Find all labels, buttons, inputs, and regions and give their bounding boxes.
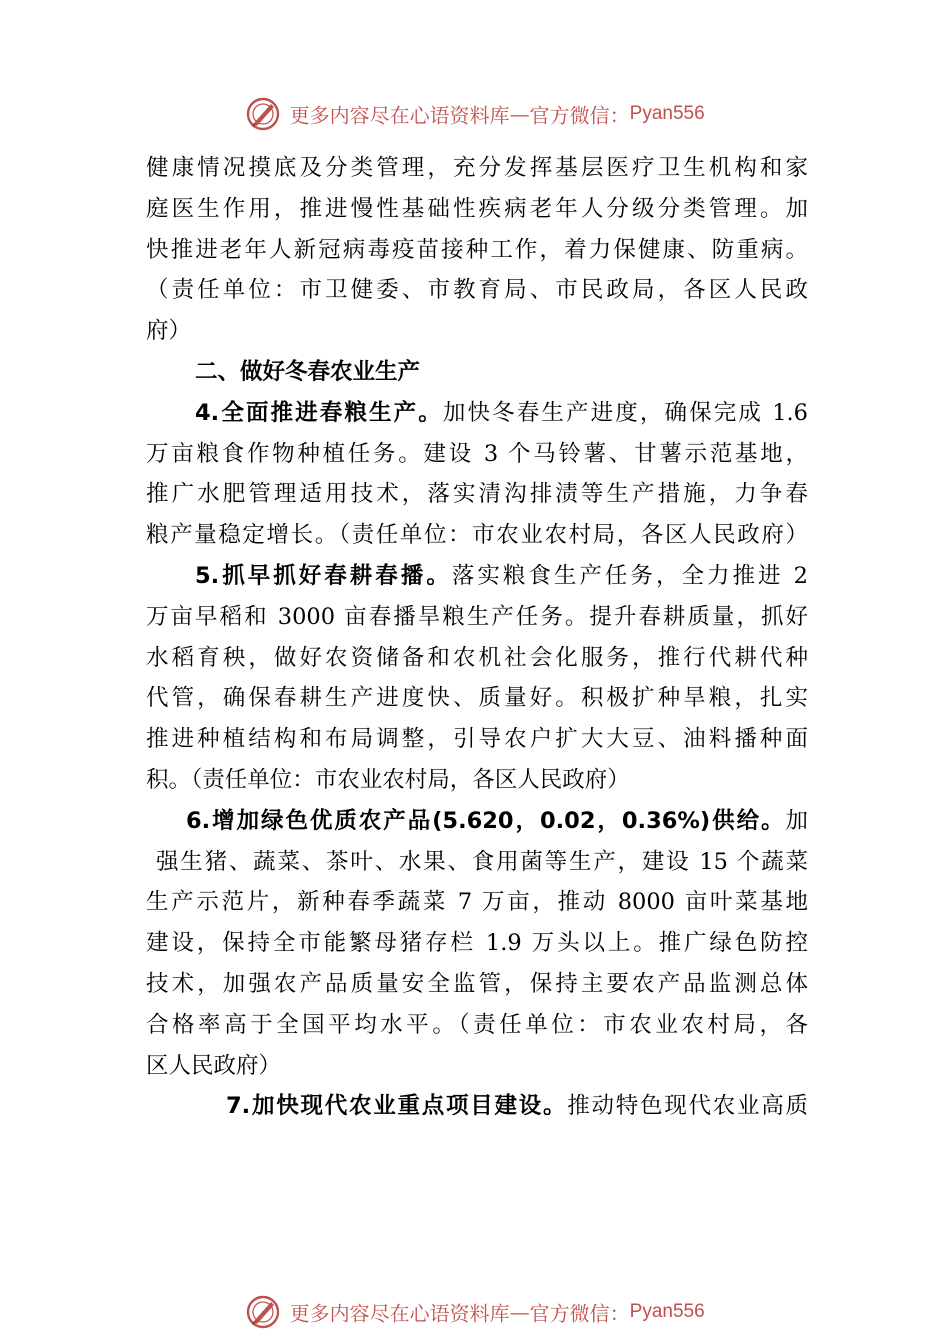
pen-seal-icon [245,96,281,132]
body-line: 水稻育秧，做好农资储备和农机社会化服务，推行代耕代种 [146,644,808,671]
body-line: 万亩早稻和 3000 亩春播旱粮生产任务。提升春耕质量，抓好 [146,603,808,630]
paragraph-7-text: 推动特色现代农业高质 [567,1093,808,1120]
body-line: 推进种植结构和布局调整，引导农户扩大大豆、油料播种面 [146,726,808,753]
body-line: 强生猪、蔬菜、茶叶、水果、食用菌等生产，建设 15 个蔬菜 [156,848,808,875]
paragraph-4-text: 加快冬春生产进度，确保完成 1.6 [442,399,808,426]
paragraph-5-first-line [146,556,808,597]
body-line: 合格率高于全国平均水平。（责任单位：市农业农村局，各 [146,1011,808,1038]
paragraph-4-title: 4.全面推进春粮生产。 [195,399,443,426]
body-line: 建设，保持全市能繁母猪存栏 1.9 万头以上。推广绿色防控 [146,930,808,957]
body-line: 生产示范片，新种春季蔬菜 7 万亩，推动 8000 亩叶菜基地 [146,889,808,916]
header-watermark [0,96,950,132]
paragraph-5-title: 5.抓早抓好春耕春播。 [195,562,452,589]
body-line: 积。（责任单位：市农业农村局，各区人民政府） [146,766,630,793]
document-body [146,148,808,1127]
body-line: 代管，确保春耕生产进度快、质量好。积极扩种旱粮，扎实 [146,685,808,712]
paragraph-4-first-line [146,393,808,434]
body-line: 庭医生作用，推进慢性基础性疾病老年人分级分类管理。加 [146,195,808,222]
watermark-handle: Pyan556 [629,103,705,124]
paragraph-6-first-line [146,801,808,842]
paragraph-5-text: 落实粮食生产任务，全力推进 2 [451,562,808,589]
body-line: 粮产量稳定增长。（责任单位：市农业农村局，各区人民政府） [146,522,808,549]
body-line: 技术，加强农产品质量安全监管，保持主要农产品监测总体 [146,970,808,997]
body-line: 府） [146,318,192,345]
paragraph-6-text: 加 [785,807,808,834]
body-line: 万亩粮食作物种植任务。建设 3 个马铃薯、甘薯示范基地， [146,440,808,467]
watermark-wechat-label: 官方微信： [529,103,630,128]
footer-watermark [0,1294,950,1330]
paragraph-6-title: 6.增加绿色优质农产品(5.620，0.02，0.36%)供给。 [186,807,786,834]
body-line: （责任单位：市卫健委、市教育局、市民政局，各区人民政 [146,277,808,304]
watermark-separator: — [509,1300,530,1324]
watermark-separator: — [509,102,530,126]
watermark-text: 更多内容尽在心语资料库 [289,1301,510,1326]
body-line: 区人民政府） [146,1052,282,1079]
watermark-wechat-label: 官方微信： [529,1301,630,1326]
body-line: 推广水肥管理适用技术，落实清沟排渍等生产措施，力争春 [146,481,808,508]
watermark-handle: Pyan556 [629,1301,705,1322]
paragraph-7-title: 7.加快现代农业重点项目建设。 [226,1093,568,1120]
pen-seal-icon [245,1294,281,1330]
section-heading: 二、做好冬春农业生产 [195,358,421,385]
watermark-text: 更多内容尽在心语资料库 [289,103,510,128]
paragraph-7-first-line [146,1086,808,1127]
body-line: 快推进老年人新冠病毒疫苗接种工作，着力保健康、防重病。 [146,236,808,263]
body-line: 健康情况摸底及分类管理，充分发挥基层医疗卫生机构和家 [146,155,808,181]
